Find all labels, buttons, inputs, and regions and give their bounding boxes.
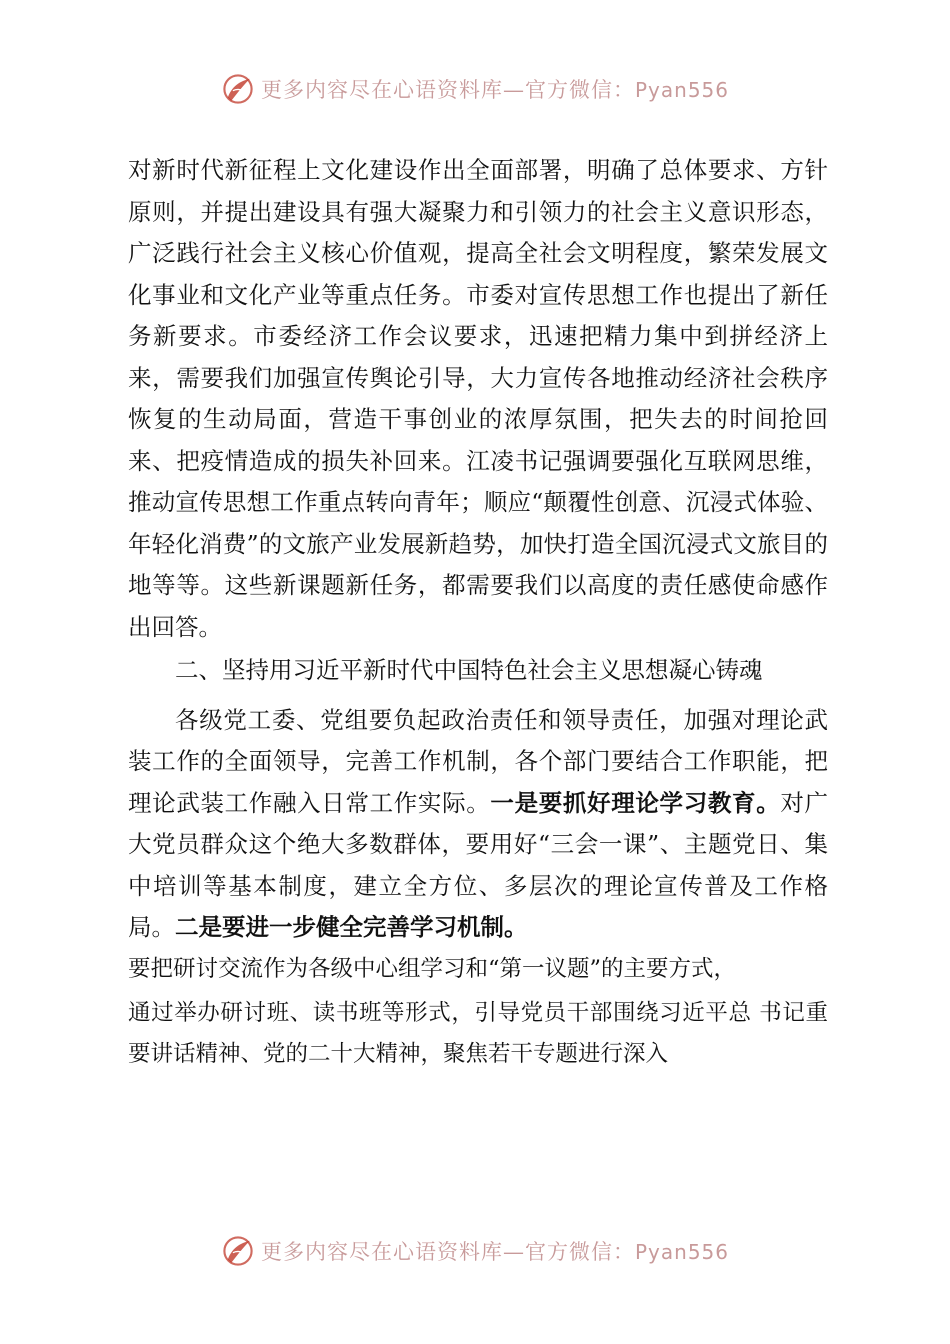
paragraph-text: 通过举办研讨班、读书班等形式，引导党员干部围绕习近平总 书记重要讲话精神、党的二十大精神，聚焦若干专题进行深入 bbox=[128, 999, 828, 1067]
paragraph-study-classes bbox=[128, 993, 828, 1076]
watermark-text: 更多内容尽在心语资料库—官方微信：Pyan556 bbox=[260, 1240, 729, 1264]
paragraph-discussion-method bbox=[128, 949, 828, 989]
paragraph-text: 各级党工委、党组要负起政治责任和领导责任，加强对理论武装工作的全面领导，完善工作机制，各个部门要结合工作职能，把理论武装工作融入日常工作实际。 bbox=[128, 705, 828, 817]
footer-watermark bbox=[0, 1234, 950, 1268]
section-heading-text: 二、坚持用习近平新时代中国特色社会主义思想凝心铸魂 bbox=[175, 656, 763, 684]
section-heading-ideology bbox=[128, 650, 828, 692]
document-body bbox=[128, 150, 828, 1076]
bold-point-two: 二是要进一步健全完善学习机制。 bbox=[175, 913, 528, 941]
red-seal-logo-icon bbox=[221, 1234, 255, 1268]
header-watermark bbox=[0, 72, 950, 106]
watermark-id: Pyan556 bbox=[634, 1240, 729, 1264]
bold-point-one: 一是要抓好理论学习教育。 bbox=[490, 788, 781, 817]
watermark-id: Pyan556 bbox=[634, 78, 729, 102]
paragraph-culture-tasks bbox=[128, 150, 828, 648]
paragraph-text: 要把研讨交流作为各级中心组学习和“第一议题”的主要方式， bbox=[128, 955, 737, 982]
watermark-text: 更多内容尽在心语资料库—官方微信：Pyan556 bbox=[260, 78, 729, 102]
paragraph-text: 对广大党员群众这个绝大多数群体，要用好“三会一课”、主题党日、集中培训等基本制度，建立全方位、多层次的理论宣传普及工作格局。 bbox=[128, 788, 829, 941]
paragraph-theory-arming bbox=[128, 700, 828, 949]
red-seal-logo-icon bbox=[221, 72, 255, 106]
paragraph-text: 对新时代新征程上文化建设作出全面部署，明确了总体要求、方针原则，并提出建设具有强大凝聚力和引领力的社会主义意识形态，广泛践行社会主义核心价值观，提高全社会文明程度，繁荣发展文化事业和文化产业等重点任务。市委对宣传思想工作也提出了新任务新要求。市委经济工作会议要求，迅速把精力集中到拼经济上来，需要我们加强宣传舆论引导，大力宣传各地推动经济社会秩序恢复的生动局面，营造干事创业的浓厚氛围，把失去的时间抢回来、把疫情造成的损失补回来。江凌书记强调要强化互联网思维，推动宣传思想工作重点转向青年；顺应“颠覆性创意、沉浸式体验、年轻化消费”的文旅产业发展新趋势，加快打造全国沉浸式文旅目的地等等。这些新课题新任务，都需要我们以高度的责任感使命感作出回答。 bbox=[128, 156, 828, 641]
